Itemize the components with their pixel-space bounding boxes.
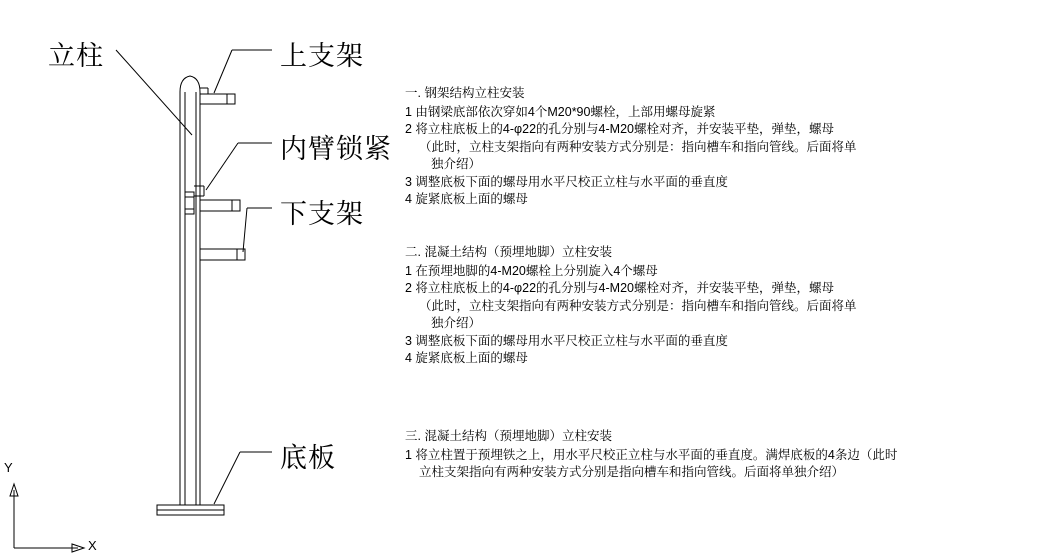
- axis-label-x: X: [88, 538, 97, 553]
- note-line: 2 将立柱底板上的4-φ22的孔分别与4-M20螺栓对齐，并安装平垫，弹垫，螺母: [405, 281, 834, 295]
- note-line: 立柱支架指向有两种安装方式分别是指向槽车和指向管线。后面将单独介绍）: [419, 465, 845, 479]
- callout-label-column: 立柱: [48, 41, 104, 71]
- note-line: 1 在预埋地脚的4-M20螺栓上分别旋入4个螺母: [405, 263, 658, 278]
- note-title: 二. 混凝土结构（预埋地脚）立柱安装: [405, 245, 612, 259]
- base-plate-shape: [157, 505, 224, 515]
- callout-label-inner-arm-lock: 内臂锁紧: [280, 134, 392, 164]
- note-block-section-1: [405, 85, 857, 209]
- leader-lines: [116, 50, 272, 504]
- note-block-section-2: [405, 244, 857, 368]
- column-shape: [180, 76, 200, 505]
- note-line: （此时，立柱支架指向有两种安装方式分别是：指向槽车和指向管线。后面将单: [419, 139, 857, 154]
- axis-label-y: Y: [4, 460, 13, 475]
- note-line: 4 旋紧底板上面的螺母: [405, 351, 528, 365]
- upper-bracket-shape: [200, 88, 235, 104]
- note-title: 三. 混凝土结构（预埋地脚）立柱安装: [405, 429, 612, 443]
- note-line: 1 将立柱置于预埋铁之上，用水平尺校正立柱与水平面的垂直度。满焊底板的4条边（此时: [405, 447, 898, 462]
- note-line: 独介绍）: [431, 157, 482, 171]
- note-title: 一. 钢架结构立柱安装: [405, 86, 525, 100]
- callout-label-lower-bracket: 下支架: [280, 199, 364, 229]
- note-line: 2 将立柱底板上的4-φ22的孔分别与4-M20螺栓对齐，并安装平垫，弹垫，螺母: [405, 122, 834, 136]
- ucs-axis-icon: [10, 484, 84, 552]
- note-line: （此时，立柱支架指向有两种安装方式分别是：指向槽车和指向管线。后面将单: [419, 298, 857, 313]
- note-line: 独介绍）: [431, 316, 482, 330]
- note-block-section-3: [405, 428, 897, 482]
- note-line: 1 由钢梁底部依次穿如4个M20*90螺栓，上部用螺母旋紧: [405, 104, 716, 119]
- callout-label-base-plate: 底板: [280, 443, 336, 473]
- note-line: 3 调整底板下面的螺母用水平尺校正立柱与水平面的垂直度: [405, 174, 728, 189]
- callout-label-upper-bracket: 上支架: [280, 41, 364, 71]
- note-line: 3 调整底板下面的螺母用水平尺校正立柱与水平面的垂直度: [405, 333, 728, 348]
- lower-bracket-shape: [200, 200, 245, 260]
- note-line: 4 旋紧底板上面的螺母: [405, 192, 528, 206]
